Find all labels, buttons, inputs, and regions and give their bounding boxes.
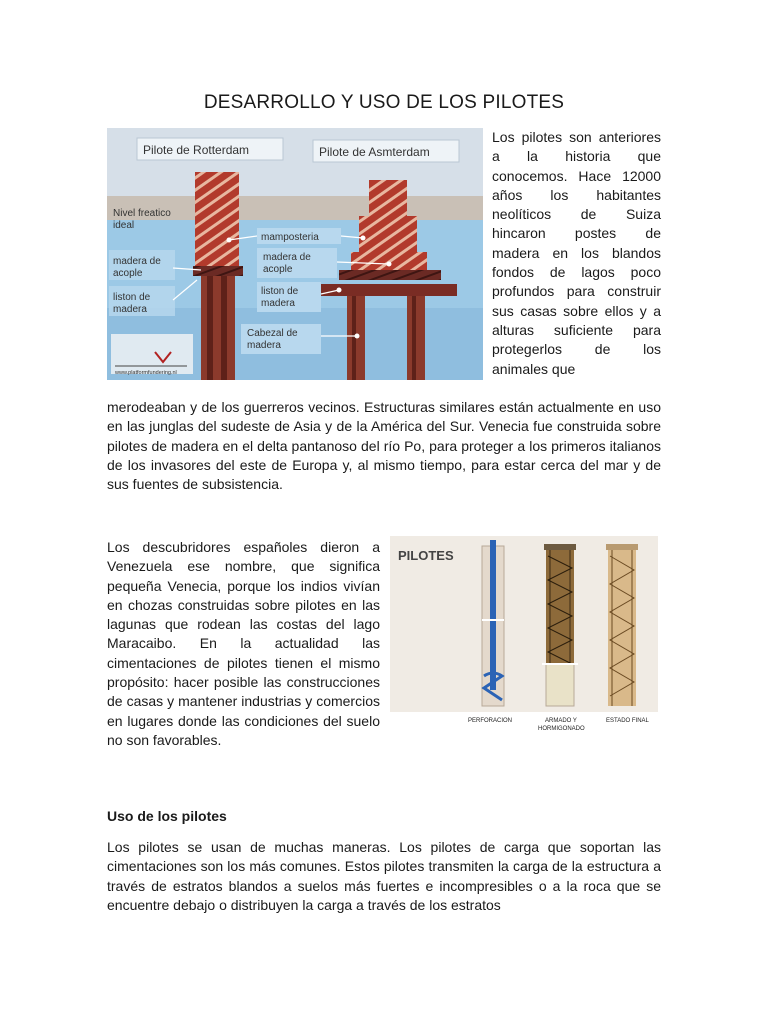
label-liston-left-2: madera: [113, 304, 147, 315]
label-madera-acople-left-1: madera de: [113, 256, 161, 267]
label-liston-center-1: liston de: [261, 286, 299, 297]
label-rotterdam: Pilote de Rotterdam: [143, 143, 250, 157]
caption-estado-final: ESTADO FINAL: [606, 718, 649, 724]
label-amsterdam: Pilote de Asmterdam: [319, 145, 430, 159]
label-nivel-freatico-1: Nivel freatico: [113, 208, 171, 219]
label-cabezal-2: madera: [247, 340, 281, 351]
caption-armado-2: HORMIGONADO: [538, 726, 585, 732]
rotterdam-pile: [201, 276, 235, 380]
paragraph-venezuela: Los descubridores españoles dieron a Venezuela ese nombre, que significa pequeña Venecia, porque los indios vivían en chozas construidas sobre pilotes en las lagunas que rodean las costas del lago Maracaibo. En la actualidad las cimentaciones de pilotes tienen el mismo propósito: hacer posible las construcciones de casas y mantener industrias y comercios en lugares donde las condiciones del suelo no son favorables.: [107, 539, 380, 748]
figure2-title: PILOTES: [398, 548, 454, 563]
label-nivel-freatico-2: ideal: [113, 220, 135, 231]
label-mamposteria: mamposteria: [261, 232, 319, 243]
rotterdam-masonry: [195, 172, 239, 268]
figure-pilotes-rotterdam-amsterdam: [107, 128, 483, 380]
label-madera-acople-left-2: acople: [113, 268, 143, 279]
section-heading-uso: Uso de los pilotes: [107, 808, 227, 824]
paragraph-uso: Los pilotes se usan de muchas maneras. Los pilotes de carga que soportan las cimentaciones son los más comunes. Estos pilotes transmiten la carga de la estructura a través de estratos blandos a suelos más fuertes e incompresibles o a la roca que se encuentre debajo o distribuyen la carga a través de los estratos: [107, 839, 661, 913]
label-liston-center-2: madera: [261, 298, 295, 309]
rotterdam-coupling: [193, 266, 243, 276]
label-madera-acople-center-2: acople: [263, 264, 293, 275]
amsterdam-masonry-top: [369, 180, 407, 220]
label-cabezal-1: Cabezal de: [247, 328, 298, 339]
label-madera-acople-center-1: madera de: [263, 252, 311, 263]
amsterdam-coupling: [339, 270, 441, 280]
paragraph-intro-bottom: merodeaban y de los guerreros vecinos. Estructuras similares están actualmente en uso en las junglas del sudeste de Asia y de la América del Sur. Venecia fue construida sobre pilotes de madera en el delta pantanoso del río Po, para proteger a los primeros italianos de los invasores del este de Europa y, al mismo tiempo, para estar cerca del mar y de sus fuentes de subsistencia.: [107, 399, 661, 493]
page-title: DESARROLLO Y USO DE LOS PILOTES: [203, 92, 565, 113]
figure1-credit: www.platformfundering.nl: [115, 370, 177, 376]
paragraph-intro-right: Los pilotes son anteriores a la historia que conocemos. Hace 12000 años los habitantes neolíticos de Suiza hincaron postes de madera en los blandos fondos de lagos poco profundos para construir sus casas sobre ellos y a alturas suficiente para protegerlos de los animales que: [492, 129, 661, 377]
caption-armado-1: ARMADO Y: [545, 718, 577, 724]
figure-pilotes-proceso: [390, 536, 658, 736]
amsterdam-masonry-mid: [359, 216, 417, 256]
caption-perforacion: PERFORACION: [468, 718, 513, 724]
label-liston-left-1: liston de: [113, 292, 151, 303]
